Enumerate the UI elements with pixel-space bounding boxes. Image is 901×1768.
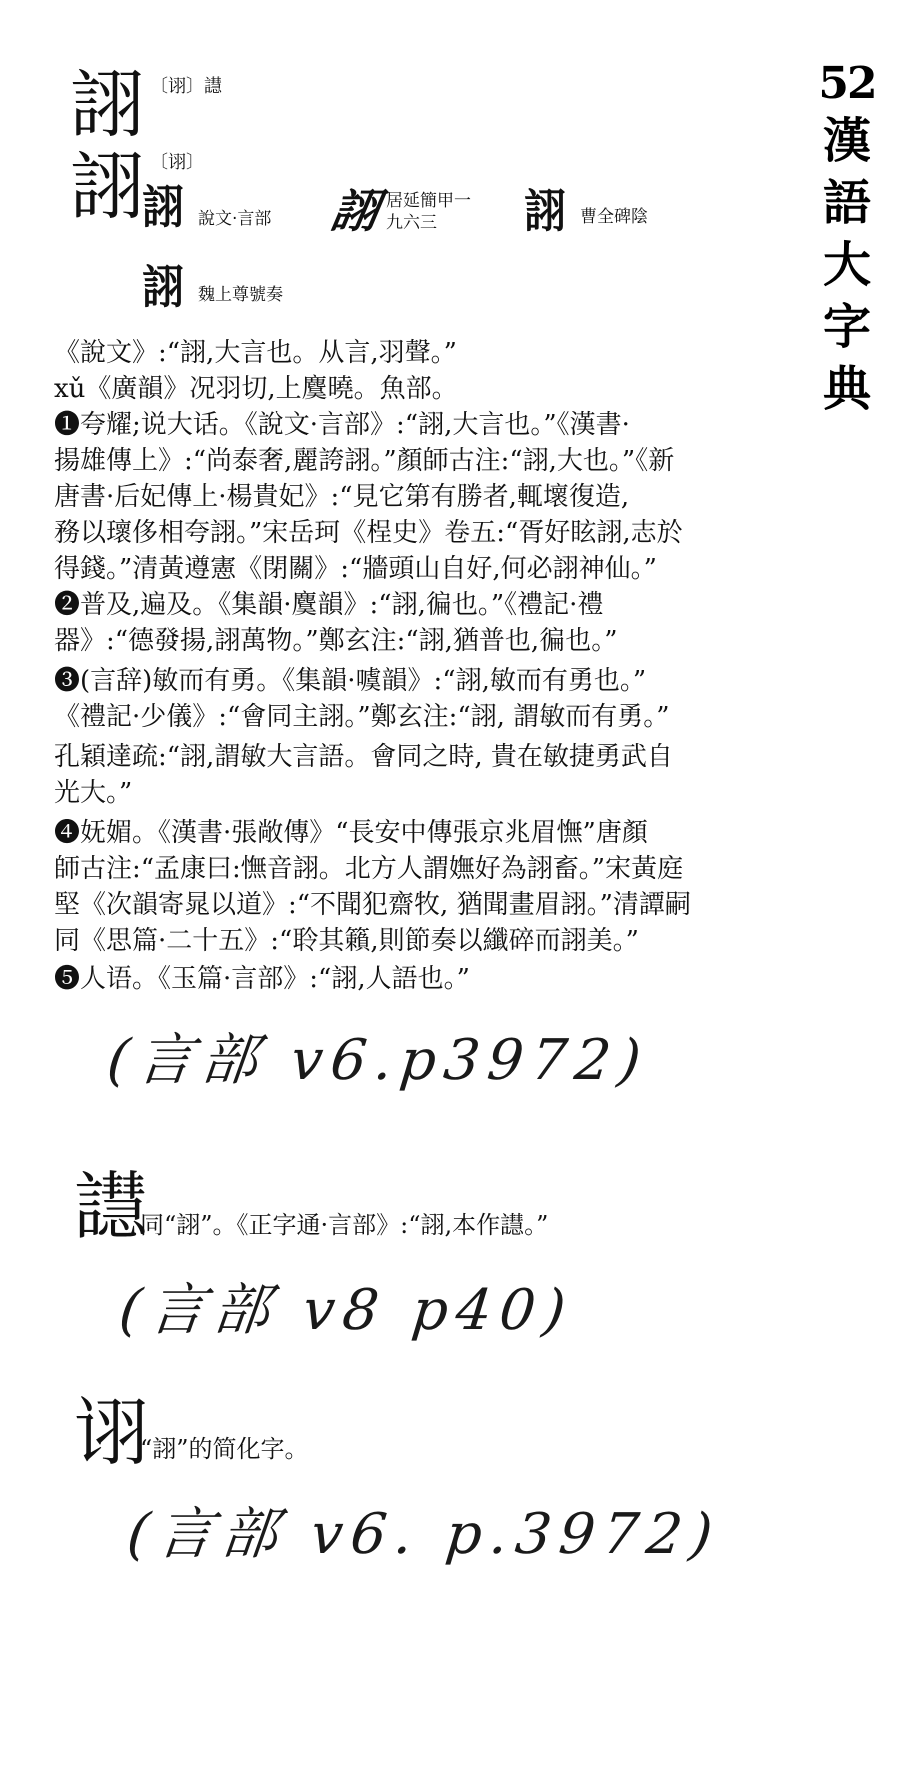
- definition-line: 器》:“德發揚,詡萬物。”鄭玄注:“詡,猶普也,徧也。”: [54, 626, 618, 656]
- simplified-definition: “詡”的简化字。: [140, 1435, 309, 1463]
- handwritten-note: (言部 v8 p40): [116, 1278, 577, 1343]
- definition-line: ❺人语。《玉篇·言部》:“詡,人語也。”: [54, 964, 470, 994]
- definition-line: 《說文》:“詡,大言也。从言,羽聲。”: [54, 338, 457, 368]
- stele-form-source: 曹全碑陰: [580, 207, 648, 227]
- memorial-form-source: 魏上尊號奏: [198, 285, 283, 305]
- title-char: 典: [822, 361, 871, 417]
- definition-line: 堅《次韻寄晁以道》:“不聞犯齋牧, 猶聞畫眉詡。”清譚嗣: [54, 890, 691, 920]
- variant-definition: 同“詡”。《正字通·言部》:“詡,本作譿。”: [140, 1211, 549, 1239]
- title-char: 字: [822, 299, 871, 355]
- definition-line: 揚雄傳上》:“尚泰奢,麗誇詡。”顏師古注:“詡,大也。”《新: [54, 446, 675, 476]
- slip-form-source: [386, 190, 471, 234]
- seal-form-source: 說文·言部: [198, 209, 272, 229]
- definition-line: 得錢。”清黃遵憲《閉關》:“牆頭山自好,何必詡神仙。”: [54, 554, 657, 584]
- headword-second: 詡: [70, 144, 144, 230]
- headword-variant-note: 〔诩〕譿: [150, 76, 222, 97]
- definition-line: 光大。”: [54, 778, 133, 808]
- seal-form-glyph: 詡: [142, 180, 184, 234]
- definition-line: ❷普及,遍及。《集韻·麌韻》:“詡,徧也。”《禮記·禮: [54, 590, 604, 620]
- definition-line: 唐書·后妃傳上·楊貴妃》:“見它第有勝者,輒壞復造,: [54, 482, 630, 512]
- definition-line: 務以瓌侈相夸詡。”宋岳珂《桯史》卷五:“胥好眩詡,志於: [54, 518, 683, 548]
- memorial-form-glyph: 詡: [142, 260, 184, 314]
- headword-second-note: 〔诩〕: [150, 152, 204, 173]
- definition-line: 師古注:“孟康曰:憮音詡。北方人謂嫵好為詡畜。”宋黃庭: [54, 854, 684, 884]
- headword-traditional: 詡: [70, 62, 144, 148]
- definition-line: 同《思篇·二十五》:“聆其籟,則節奏以纖碎而詡美。”: [54, 926, 639, 956]
- headword-variant: 譿: [74, 1164, 148, 1250]
- definition-line: 《禮記·少儀》:“會同主詡。”鄭玄注:“詡, 謂敏而有勇。”: [54, 702, 670, 732]
- definition-line: ❹妩媚。《漢書·張敞傳》“長安中傳張京兆眉憮”唐顏: [54, 818, 648, 848]
- slip-form-glyph: 詡: [327, 184, 383, 238]
- definition-line: 孔穎達疏:“詡,謂敏大言語。會同之時, 貴在敏捷勇武自: [54, 742, 673, 772]
- handwritten-note: (言部 v6.p3972): [104, 1028, 652, 1093]
- page-number: 52: [818, 58, 876, 109]
- title-char: 大: [822, 237, 871, 293]
- slip-form-source-line1: 居延簡甲一: [386, 191, 471, 211]
- title-char: 漢: [822, 113, 871, 169]
- dictionary-title: [812, 58, 882, 420]
- pronunciation-line: xǔ《廣韻》况羽切,上麌曉。魚部。: [54, 374, 458, 404]
- definition-line: ❸(言辞)敏而有勇。《集韻·噳韻》:“詡,敏而有勇也。”: [54, 666, 647, 696]
- title-char: 語: [822, 175, 871, 231]
- headword-simplified: 诩: [74, 1390, 148, 1476]
- stele-form-glyph: 詡: [524, 184, 566, 238]
- handwritten-note: (言部 v6. p.3972): [124, 1502, 724, 1567]
- definition-line: ❶夸耀;说大话。《說文·言部》:“詡,大言也。”《漢書·: [54, 410, 630, 440]
- slip-form-source-line2: 九六三: [386, 213, 437, 233]
